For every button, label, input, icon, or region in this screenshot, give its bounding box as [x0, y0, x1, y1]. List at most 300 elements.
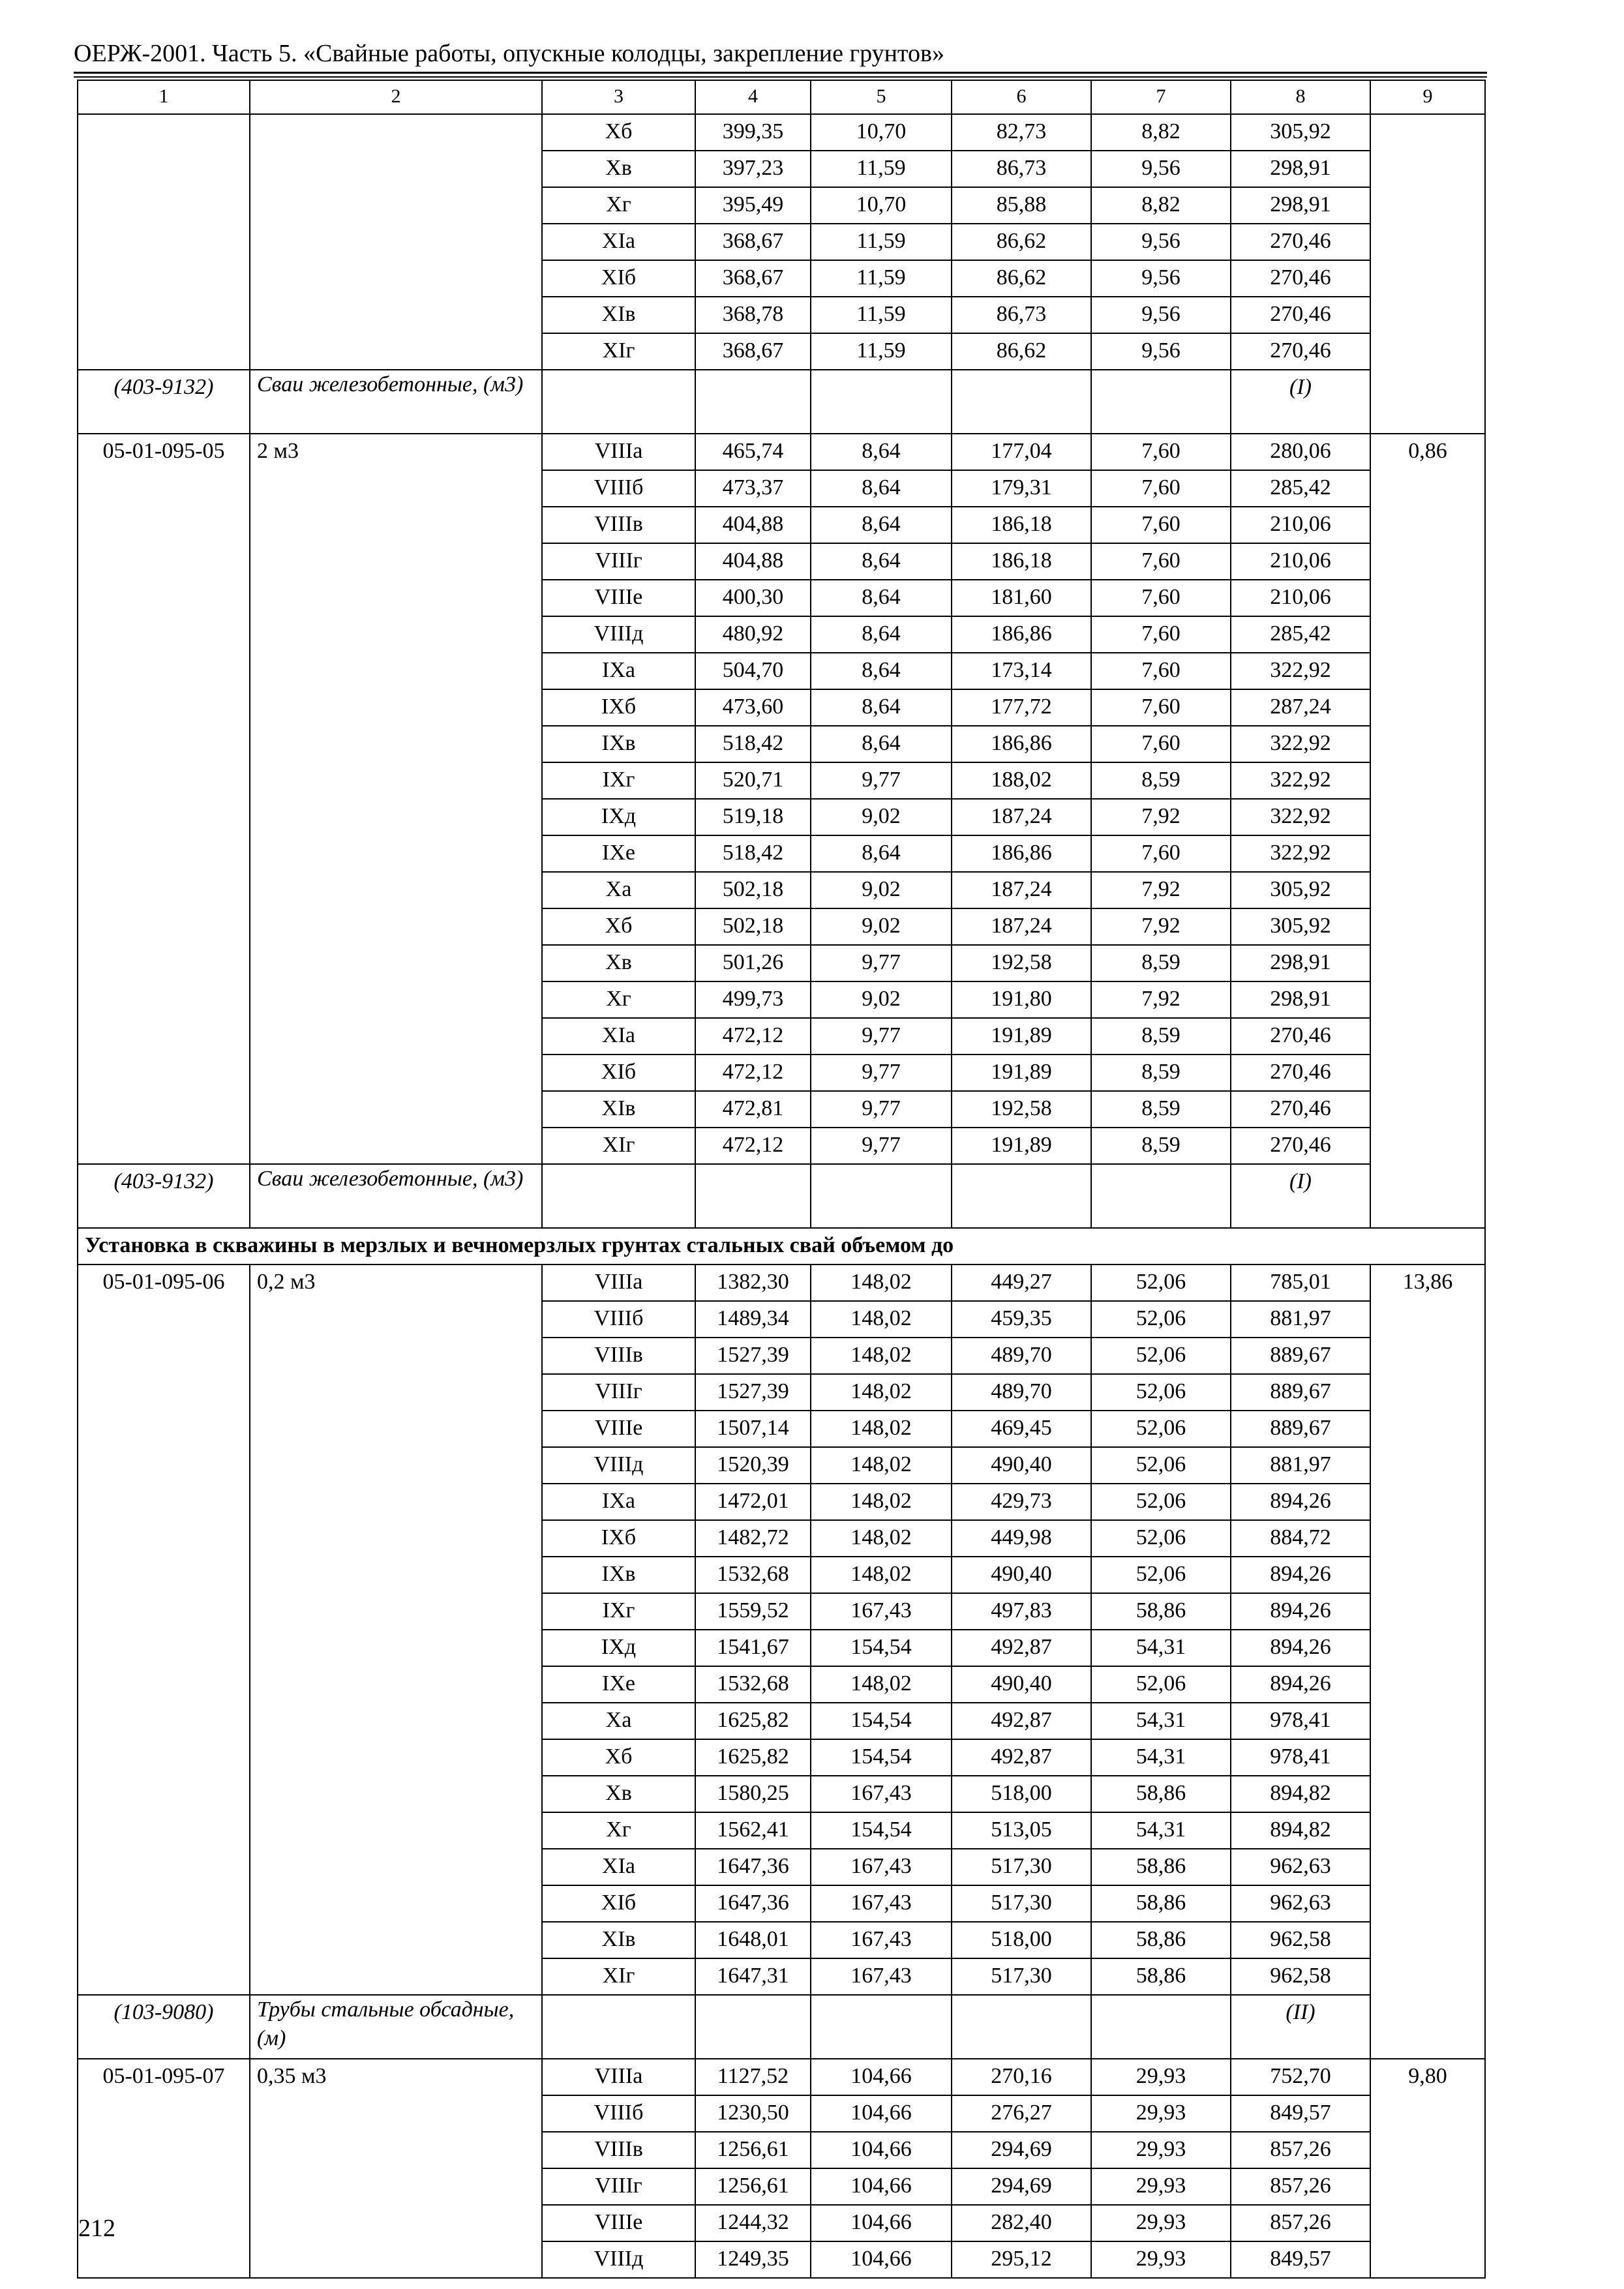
empty-cell	[695, 1164, 811, 1228]
value-cell: 513,05	[952, 1812, 1091, 1849]
region-cell: IХг	[542, 762, 695, 799]
value-cell: 1648,01	[695, 1922, 811, 1958]
value-cell: 86,62	[952, 224, 1091, 260]
rate-name-cell	[250, 114, 542, 370]
value-cell: 52,06	[1091, 1338, 1231, 1374]
value-cell: 186,18	[952, 543, 1091, 580]
value-cell: 7,92	[1091, 872, 1231, 908]
region-cell: Хб	[542, 1739, 695, 1776]
value-cell: 104,66	[811, 2168, 952, 2205]
rate-code-cell: 05-01-095-07	[78, 2059, 250, 2278]
value-cell: 889,67	[1231, 1374, 1370, 1411]
column-number: 5	[811, 80, 952, 114]
value-cell: 52,06	[1091, 1666, 1231, 1703]
value-cell: 8,64	[811, 543, 952, 580]
value-cell: 104,66	[811, 2205, 952, 2241]
value-cell: 11,59	[811, 151, 952, 187]
value-cell: 210,06	[1231, 580, 1370, 616]
value-cell: 962,63	[1231, 1849, 1370, 1885]
value-cell: 148,02	[811, 1264, 952, 1301]
value-cell: 191,89	[952, 1128, 1091, 1164]
value-cell: 881,97	[1231, 1301, 1370, 1338]
value-cell: 186,86	[952, 835, 1091, 872]
value-cell: 889,67	[1231, 1411, 1370, 1447]
column-number: 7	[1091, 80, 1231, 114]
region-cell: IХе	[542, 835, 695, 872]
value-cell: 186,86	[952, 616, 1091, 653]
value-cell: 167,43	[811, 1922, 952, 1958]
table-row	[78, 114, 1485, 151]
value-cell: 8,59	[1091, 1128, 1231, 1164]
rate-code-cell: 05-01-095-06	[78, 1264, 250, 1995]
value-cell: 519,18	[695, 799, 811, 835]
empty-cell	[695, 1995, 811, 2059]
extra-value-cell: 0,86	[1370, 434, 1485, 1228]
value-cell: 270,46	[1231, 1128, 1370, 1164]
value-cell: 9,77	[811, 1091, 952, 1128]
value-cell: 186,18	[952, 507, 1091, 543]
value-cell: 58,86	[1091, 1776, 1231, 1812]
value-cell: 10,70	[811, 114, 952, 151]
region-cell: ХIг	[542, 1958, 695, 1995]
value-cell: 154,54	[811, 1812, 952, 1849]
value-cell: 8,59	[1091, 945, 1231, 981]
value-cell: 497,83	[952, 1593, 1091, 1630]
value-cell: 404,88	[695, 543, 811, 580]
value-cell: 502,18	[695, 908, 811, 945]
empty-cell	[1091, 370, 1231, 434]
material-row	[78, 1164, 1485, 1228]
value-cell: 489,70	[952, 1338, 1091, 1374]
value-cell: 148,02	[811, 1301, 952, 1338]
value-cell: 894,26	[1231, 1557, 1370, 1593]
table-row	[78, 2059, 1485, 2095]
region-cell: ХIб	[542, 260, 695, 297]
value-cell: 7,92	[1091, 981, 1231, 1018]
value-cell: 517,30	[952, 1885, 1091, 1922]
value-cell: 167,43	[811, 1776, 952, 1812]
empty-cell	[811, 370, 952, 434]
value-cell: 270,46	[1231, 333, 1370, 370]
value-cell: 322,92	[1231, 653, 1370, 689]
value-cell: 270,46	[1231, 260, 1370, 297]
value-cell: 29,93	[1091, 2059, 1231, 2095]
material-name: Трубы стальные обсадные, (м)	[250, 1995, 542, 2059]
region-cell: VIIIг	[542, 543, 695, 580]
region-cell: Хв	[542, 945, 695, 981]
value-cell: 210,06	[1231, 507, 1370, 543]
value-cell: 167,43	[811, 1885, 952, 1922]
value-cell: 518,00	[952, 1776, 1091, 1812]
value-cell: 502,18	[695, 872, 811, 908]
value-cell: 492,87	[952, 1703, 1091, 1739]
value-cell: 305,92	[1231, 114, 1370, 151]
value-cell: 187,24	[952, 908, 1091, 945]
value-cell: 104,66	[811, 2095, 952, 2132]
value-cell: 962,58	[1231, 1922, 1370, 1958]
value-cell: 7,60	[1091, 726, 1231, 762]
value-cell: 1580,25	[695, 1776, 811, 1812]
value-cell: 52,06	[1091, 1411, 1231, 1447]
empty-cell	[1091, 1164, 1231, 1228]
value-cell: 58,86	[1091, 1885, 1231, 1922]
region-cell: VIIIг	[542, 2168, 695, 2205]
value-cell: 8,59	[1091, 1018, 1231, 1055]
region-cell: VIIIа	[542, 1264, 695, 1301]
value-cell: 518,42	[695, 726, 811, 762]
value-cell: 7,60	[1091, 653, 1231, 689]
value-cell: 7,60	[1091, 507, 1231, 543]
region-cell: VIIIд	[542, 616, 695, 653]
empty-cell	[952, 1995, 1091, 2059]
value-cell: 1647,36	[695, 1885, 811, 1922]
material-class: (I)	[1231, 370, 1370, 434]
value-cell: 1625,82	[695, 1739, 811, 1776]
value-cell: 472,12	[695, 1128, 811, 1164]
empty-cell	[542, 1995, 695, 2059]
region-cell: ХIг	[542, 333, 695, 370]
value-cell: 8,64	[811, 616, 952, 653]
region-cell: VIIIе	[542, 2205, 695, 2241]
value-cell: 504,70	[695, 653, 811, 689]
value-cell: 52,06	[1091, 1484, 1231, 1520]
value-cell: 8,82	[1091, 114, 1231, 151]
material-code: (403-9132)	[78, 370, 250, 434]
value-cell: 154,54	[811, 1703, 952, 1739]
value-cell: 58,86	[1091, 1849, 1231, 1885]
value-cell: 322,92	[1231, 726, 1370, 762]
region-cell: VIIIе	[542, 580, 695, 616]
value-cell: 298,91	[1231, 187, 1370, 224]
value-cell: 192,58	[952, 1091, 1091, 1128]
value-cell: 449,98	[952, 1520, 1091, 1557]
value-cell: 894,82	[1231, 1776, 1370, 1812]
region-cell: VIIIа	[542, 2059, 695, 2095]
value-cell: 270,46	[1231, 224, 1370, 260]
value-cell: 154,54	[811, 1630, 952, 1666]
region-cell: ХIа	[542, 1849, 695, 1885]
value-cell: 480,92	[695, 616, 811, 653]
value-cell: 368,78	[695, 297, 811, 333]
value-cell: 1527,39	[695, 1374, 811, 1411]
value-cell: 7,60	[1091, 835, 1231, 872]
value-cell: 276,27	[952, 2095, 1091, 2132]
value-cell: 9,02	[811, 908, 952, 945]
value-cell: 191,89	[952, 1018, 1091, 1055]
value-cell: 11,59	[811, 260, 952, 297]
value-cell: 282,40	[952, 2205, 1091, 2241]
value-cell: 187,24	[952, 872, 1091, 908]
value-cell: 857,26	[1231, 2168, 1370, 2205]
value-cell: 11,59	[811, 297, 952, 333]
value-cell: 499,73	[695, 981, 811, 1018]
section-row	[78, 1228, 1485, 1264]
value-cell: 322,92	[1231, 835, 1370, 872]
value-cell: 86,62	[952, 260, 1091, 297]
value-cell: 58,86	[1091, 1593, 1231, 1630]
value-cell: 1489,34	[695, 1301, 811, 1338]
value-cell: 1482,72	[695, 1520, 811, 1557]
region-cell: IХд	[542, 1630, 695, 1666]
value-cell: 295,12	[952, 2241, 1091, 2278]
value-cell: 294,69	[952, 2168, 1091, 2205]
region-cell: ХIв	[542, 1922, 695, 1958]
value-cell: 9,77	[811, 762, 952, 799]
region-cell: VIIIе	[542, 1411, 695, 1447]
value-cell: 86,73	[952, 297, 1091, 333]
table-row	[78, 1264, 1485, 1301]
rate-name-cell: 0,35 м3	[250, 2059, 542, 2278]
value-cell: 54,31	[1091, 1630, 1231, 1666]
value-cell: 270,46	[1231, 1055, 1370, 1091]
column-number: 4	[695, 80, 811, 114]
value-cell: 752,70	[1231, 2059, 1370, 2095]
value-cell: 9,77	[811, 1055, 952, 1091]
region-cell: IХа	[542, 653, 695, 689]
value-cell: 148,02	[811, 1666, 952, 1703]
value-cell: 9,02	[811, 872, 952, 908]
value-cell: 270,46	[1231, 1091, 1370, 1128]
value-cell: 8,64	[811, 689, 952, 726]
value-cell: 167,43	[811, 1958, 952, 1995]
value-cell: 490,40	[952, 1557, 1091, 1593]
value-cell: 8,64	[811, 434, 952, 470]
value-cell: 9,56	[1091, 260, 1231, 297]
material-class: (II)	[1231, 1995, 1370, 2059]
value-cell: 472,12	[695, 1055, 811, 1091]
rate-code-cell: 05-01-095-05	[78, 434, 250, 1164]
column-number: 6	[952, 80, 1091, 114]
value-cell: 9,56	[1091, 224, 1231, 260]
value-cell: 285,42	[1231, 470, 1370, 507]
value-cell: 397,23	[695, 151, 811, 187]
value-cell: 520,71	[695, 762, 811, 799]
region-cell: Хб	[542, 114, 695, 151]
value-cell: 1625,82	[695, 1703, 811, 1739]
value-cell: 86,62	[952, 333, 1091, 370]
value-cell: 1256,61	[695, 2132, 811, 2168]
rate-code-cell	[78, 114, 250, 370]
value-cell: 52,06	[1091, 1557, 1231, 1593]
value-cell: 404,88	[695, 507, 811, 543]
material-name: Сваи железобетонные, (м3)	[250, 1164, 542, 1228]
value-cell: 280,06	[1231, 434, 1370, 470]
value-cell: 857,26	[1231, 2205, 1370, 2241]
column-number: 1	[78, 80, 250, 114]
value-cell: 1647,36	[695, 1849, 811, 1885]
value-cell: 429,73	[952, 1484, 1091, 1520]
value-cell: 167,43	[811, 1593, 952, 1630]
region-cell: VIIIд	[542, 2241, 695, 2278]
region-cell: VIIIб	[542, 2095, 695, 2132]
value-cell: 294,69	[952, 2132, 1091, 2168]
value-cell: 894,82	[1231, 1812, 1370, 1849]
region-cell: ХIб	[542, 1885, 695, 1922]
value-cell: 459,35	[952, 1301, 1091, 1338]
value-cell: 148,02	[811, 1557, 952, 1593]
value-cell: 9,56	[1091, 151, 1231, 187]
material-row	[78, 370, 1485, 434]
value-cell: 1532,68	[695, 1666, 811, 1703]
region-cell: IХа	[542, 1484, 695, 1520]
extra-value-cell: 13,86	[1370, 1264, 1485, 2059]
value-cell: 210,06	[1231, 543, 1370, 580]
value-cell: 187,24	[952, 799, 1091, 835]
region-cell: Хв	[542, 1776, 695, 1812]
value-cell: 469,45	[952, 1411, 1091, 1447]
empty-cell	[811, 1164, 952, 1228]
value-cell: 29,93	[1091, 2095, 1231, 2132]
value-cell: 501,26	[695, 945, 811, 981]
header-rule-thick	[74, 72, 1487, 74]
value-cell: 154,54	[811, 1739, 952, 1776]
value-cell: 518,42	[695, 835, 811, 872]
region-cell: IХв	[542, 1557, 695, 1593]
value-cell: 849,57	[1231, 2095, 1370, 2132]
region-cell: VIIIг	[542, 1374, 695, 1411]
value-cell: 492,87	[952, 1739, 1091, 1776]
value-cell: 1507,14	[695, 1411, 811, 1447]
value-cell: 517,30	[952, 1849, 1091, 1885]
value-cell: 894,26	[1231, 1666, 1370, 1703]
region-cell: Хб	[542, 908, 695, 945]
value-cell: 270,46	[1231, 297, 1370, 333]
empty-cell	[811, 1995, 952, 2059]
region-cell: ХIв	[542, 1091, 695, 1128]
empty-cell	[695, 370, 811, 434]
value-cell: 7,92	[1091, 799, 1231, 835]
value-cell: 9,77	[811, 945, 952, 981]
value-cell: 287,24	[1231, 689, 1370, 726]
value-cell: 400,30	[695, 580, 811, 616]
value-cell: 368,67	[695, 333, 811, 370]
rate-name-cell: 0,2 м3	[250, 1264, 542, 1995]
value-cell: 148,02	[811, 1484, 952, 1520]
value-cell: 148,02	[811, 1447, 952, 1484]
region-cell: Хг	[542, 187, 695, 224]
value-cell: 473,37	[695, 470, 811, 507]
value-cell: 11,59	[811, 333, 952, 370]
value-cell: 54,31	[1091, 1739, 1231, 1776]
value-cell: 490,40	[952, 1666, 1091, 1703]
value-cell: 285,42	[1231, 616, 1370, 653]
value-cell: 9,02	[811, 981, 952, 1018]
value-cell: 1249,35	[695, 2241, 811, 2278]
value-cell: 489,70	[952, 1374, 1091, 1411]
value-cell: 7,60	[1091, 434, 1231, 470]
empty-cell	[952, 370, 1091, 434]
value-cell: 7,60	[1091, 689, 1231, 726]
material-class: (I)	[1231, 1164, 1370, 1228]
region-cell: IХд	[542, 799, 695, 835]
value-cell: 7,60	[1091, 580, 1231, 616]
value-cell: 167,43	[811, 1849, 952, 1885]
value-cell: 322,92	[1231, 799, 1370, 835]
value-cell: 8,64	[811, 507, 952, 543]
value-cell: 8,64	[811, 726, 952, 762]
value-cell: 177,04	[952, 434, 1091, 470]
value-cell: 449,27	[952, 1264, 1091, 1301]
value-cell: 8,64	[811, 580, 952, 616]
value-cell: 889,67	[1231, 1338, 1370, 1374]
value-cell: 492,87	[952, 1630, 1091, 1666]
value-cell: 849,57	[1231, 2241, 1370, 2278]
value-cell: 86,73	[952, 151, 1091, 187]
value-cell: 148,02	[811, 1338, 952, 1374]
region-cell: Хв	[542, 151, 695, 187]
column-number: 9	[1370, 80, 1485, 114]
header-rule-thin	[74, 76, 1487, 78]
value-cell: 472,81	[695, 1091, 811, 1128]
value-cell: 962,58	[1231, 1958, 1370, 1995]
value-cell: 894,26	[1231, 1593, 1370, 1630]
value-cell: 9,02	[811, 799, 952, 835]
page-number: 212	[78, 2215, 115, 2242]
value-cell: 7,60	[1091, 543, 1231, 580]
value-cell: 104,66	[811, 2241, 952, 2278]
empty-cell	[1091, 1995, 1231, 2059]
region-cell: Хг	[542, 1812, 695, 1849]
value-cell: 52,06	[1091, 1520, 1231, 1557]
value-cell: 399,35	[695, 114, 811, 151]
column-number: 2	[250, 80, 542, 114]
value-cell: 305,92	[1231, 908, 1370, 945]
region-cell: ХIг	[542, 1128, 695, 1164]
value-cell: 1244,32	[695, 2205, 811, 2241]
value-cell: 1520,39	[695, 1447, 811, 1484]
value-cell: 29,93	[1091, 2205, 1231, 2241]
material-row	[78, 1995, 1485, 2059]
value-cell: 270,16	[952, 2059, 1091, 2095]
value-cell: 1382,30	[695, 1264, 811, 1301]
region-cell: IХг	[542, 1593, 695, 1630]
value-cell: 7,60	[1091, 470, 1231, 507]
empty-cell	[542, 1164, 695, 1228]
region-cell: VIIIв	[542, 1338, 695, 1374]
value-cell: 29,93	[1091, 2132, 1231, 2168]
value-cell: 104,66	[811, 2059, 952, 2095]
value-cell: 9,77	[811, 1128, 952, 1164]
region-cell: IХб	[542, 689, 695, 726]
value-cell: 978,41	[1231, 1703, 1370, 1739]
empty-cell	[952, 1164, 1091, 1228]
region-cell: Хг	[542, 981, 695, 1018]
value-cell: 517,30	[952, 1958, 1091, 1995]
material-name: Сваи железобетонные, (м3)	[250, 370, 542, 434]
value-cell: 298,91	[1231, 981, 1370, 1018]
region-cell: VIIIв	[542, 507, 695, 543]
value-cell: 395,49	[695, 187, 811, 224]
value-cell: 173,14	[952, 653, 1091, 689]
section-title: Установка в скважины в мерзлых и вечномерзлых грунтах стальных свай объемом до	[78, 1228, 1485, 1264]
value-cell: 1230,50	[695, 2095, 811, 2132]
column-number: 8	[1231, 80, 1370, 114]
value-cell: 1472,01	[695, 1484, 811, 1520]
value-cell: 298,91	[1231, 945, 1370, 981]
value-cell: 8,64	[811, 470, 952, 507]
value-cell: 177,72	[952, 689, 1091, 726]
region-cell: ХIа	[542, 224, 695, 260]
value-cell: 368,67	[695, 260, 811, 297]
value-cell: 785,01	[1231, 1264, 1370, 1301]
value-cell: 148,02	[811, 1374, 952, 1411]
extra-value-cell: 9,80	[1370, 2059, 1485, 2278]
extra-value-cell	[1370, 114, 1485, 434]
material-code: (103-9080)	[78, 1995, 250, 2059]
value-cell: 9,56	[1091, 333, 1231, 370]
region-cell: Ха	[542, 1703, 695, 1739]
value-cell: 10,70	[811, 187, 952, 224]
